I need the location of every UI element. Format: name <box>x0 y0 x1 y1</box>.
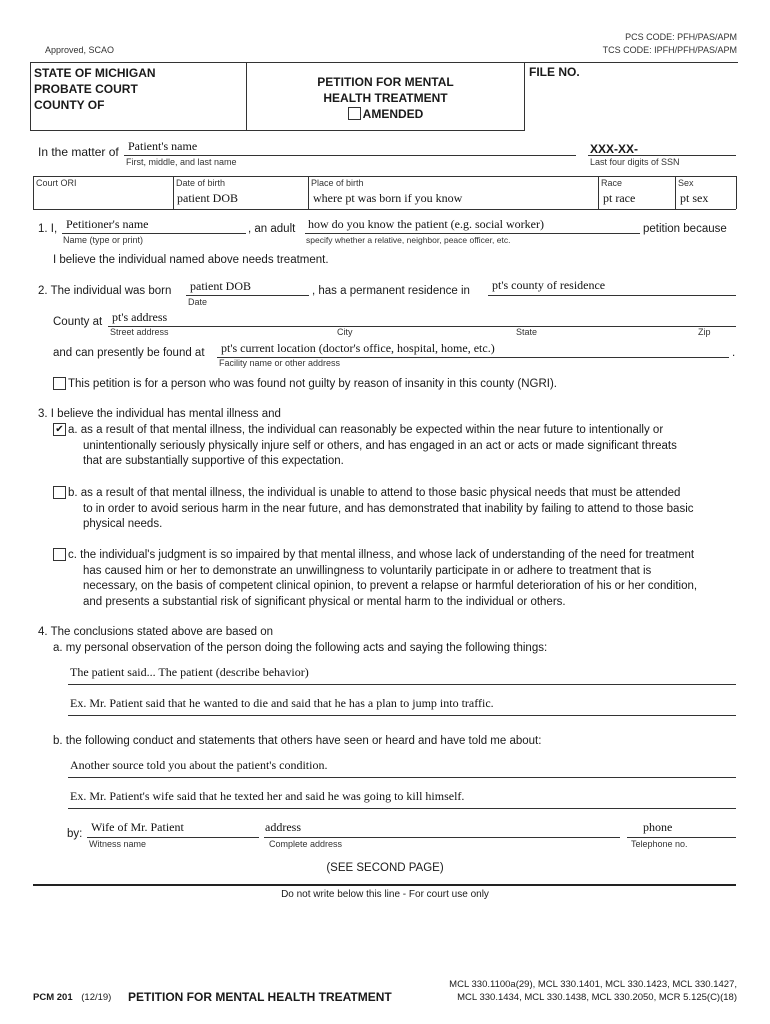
petitioner-line <box>62 233 246 234</box>
patient-name-value[interactable]: Patient's name <box>128 139 198 153</box>
item4b-line2-value[interactable]: Ex. Mr. Patient's wife said that he texted her and said he was going to kill himself. <box>70 789 465 803</box>
item4a-line2-value[interactable]: Ex. Mr. Patient said that he wanted to die and said that he has a plan to jump into traffic. <box>70 696 494 710</box>
complete-address-line <box>264 837 620 838</box>
city-caption: City <box>337 327 353 337</box>
ssn-line <box>588 155 736 156</box>
petition-because: petition because <box>643 223 727 235</box>
facility-caption: Facility name or other address <box>219 358 341 368</box>
amended-row <box>247 106 524 122</box>
item4b-text: b. the following conduct and statements that others have seen or heard and have told me about: <box>53 735 542 747</box>
item3c-text <box>68 548 697 610</box>
item3b-checkbox[interactable] <box>53 486 66 499</box>
item3a-line: unintentionally seriously physically injure self or others, and has engaged in an act or acts or made significant threats <box>83 439 677 452</box>
state-caption: State <box>516 327 538 337</box>
court-line: PROBATE COURT <box>34 82 138 96</box>
patient-name-line <box>124 155 576 156</box>
ssn-value[interactable]: XXX-XX- <box>590 142 639 156</box>
form-number: PCM 201 <box>33 992 73 1003</box>
item4a-line1-value[interactable]: The patient said... The patient (describe behavior) <box>70 665 309 679</box>
item4-intro: 4. The conclusions stated above are based on <box>38 626 274 638</box>
complete-address-value[interactable]: address <box>265 820 301 834</box>
born-value[interactable]: patient DOB <box>190 279 251 293</box>
ssn-caption: Last four digits of SSN <box>590 157 680 167</box>
pcs-code: PCS CODE: PFH/PAS/APM <box>625 32 737 42</box>
ngri-checkbox[interactable] <box>53 377 66 390</box>
citations <box>449 978 737 1004</box>
adult-label: , an adult <box>248 223 296 235</box>
item4b-line1-rule <box>68 777 736 778</box>
item4b-line2-rule <box>68 808 736 809</box>
item4b-line1-value[interactable]: Another source told you about the patient's condition. <box>70 758 328 772</box>
witness-value[interactable]: Wife of Mr. Patient <box>91 820 184 834</box>
residence-label: , has a permanent residence in <box>312 285 470 297</box>
item3b-line: to in order to avoid serious harm in the near future, and has demonstrated that inability by failing to attend to those basic <box>83 502 694 515</box>
item4a-text: a. my personal observation of the person doing the following acts and saying the following things: <box>53 642 548 654</box>
believe-text: I believe the individual named above needs treatment. <box>53 254 329 266</box>
item4a-line2-rule <box>68 715 736 716</box>
address-value[interactable]: pt's address <box>112 310 168 324</box>
pob-value[interactable]: where pt was born if you know <box>313 191 463 205</box>
grid-bottom <box>33 209 736 210</box>
grid-col-4 <box>675 176 676 209</box>
born-label: 2. The individual was born <box>38 285 172 297</box>
footer-title: PETITION FOR MENTAL HEALTH TREATMENT <box>128 990 392 1004</box>
item3a-text <box>68 423 677 470</box>
dob-value[interactable]: patient DOB <box>177 191 238 205</box>
item3b-line: b. as a result of that mental illness, the individual is unable to attend to those basic physical needs that must be attended <box>68 487 681 499</box>
grid-col-0 <box>33 176 34 209</box>
amended-checkbox[interactable] <box>348 107 361 120</box>
title-line: PETITION FOR MENTAL <box>317 75 454 89</box>
complete-address-caption: Complete address <box>269 839 343 849</box>
found-value[interactable]: pt's current location (doctor's office, hospital, home, etc.) <box>221 341 495 355</box>
form-date: (12/19) <box>81 992 112 1003</box>
court-line: STATE OF MICHIGAN <box>34 66 156 80</box>
petitioner-caption: Name (type or print) <box>63 235 144 245</box>
item3a-checkbox[interactable]: ✔ <box>53 423 66 436</box>
relation-caption: specify whether a relative, neighbor, peace officer, etc. <box>306 235 511 245</box>
form-title <box>247 74 524 122</box>
citations-line: MCL 330.1100a(29), MCL 330.1401, MCL 330.1423, MCL 330.1427, <box>449 979 737 990</box>
by-label: by: <box>67 828 83 840</box>
file-no-label: FILE NO. <box>529 65 580 79</box>
born-line <box>186 295 309 296</box>
witness-line <box>87 837 259 838</box>
header-top-rule <box>30 62 738 63</box>
matter-label: In the matter of <box>38 145 119 159</box>
item3c-line: c. the individual's judgment is so impaired by that mental illness, and whose lack of understanding of the need for treatment <box>68 549 695 561</box>
title-line: HEALTH TREATMENT <box>323 91 448 105</box>
court-block <box>34 65 156 113</box>
relation-line <box>305 233 640 234</box>
grid-col-2 <box>308 176 309 209</box>
item4a-line1-rule <box>68 684 736 685</box>
phone-caption: Telephone no. <box>631 839 688 849</box>
item3a-line: that are substantially supportive of this expectation. <box>83 455 344 467</box>
ngri-text: This petition is for a person who was found not guilty by reason of insanity in this county (NGRI). <box>68 378 557 390</box>
pob-label: Place of birth <box>311 178 364 188</box>
see-second-page: (SEE SECOND PAGE) <box>326 862 444 874</box>
item3b-text <box>68 486 694 533</box>
header-left-rule <box>30 62 31 130</box>
item3a-line: a. as a result of that mental illness, the individual can reasonably be expected within the near future to intentionally or <box>68 424 664 436</box>
header-bottom-rule <box>30 130 525 131</box>
item3c-line: necessary, on the basis of competent clinical opinion, to prevent a relapse or harmful deterioration of his or her condition, <box>83 580 698 592</box>
amended-label: AMENDED <box>362 107 424 121</box>
item3-intro: 3. I believe the individual has mental illness and <box>38 408 281 420</box>
residence-line <box>488 295 736 296</box>
patient-name-caption: First, middle, and last name <box>126 157 237 167</box>
item3b-line: physical needs. <box>83 518 163 530</box>
header-divider-2 <box>524 62 525 130</box>
residence-value[interactable]: pt's county of residence <box>492 278 606 292</box>
zip-caption: Zip <box>698 327 711 337</box>
court-use-text: Do not write below this line - For court use only <box>281 889 489 900</box>
date-caption: Date <box>188 297 208 307</box>
race-label: Race <box>601 178 623 188</box>
grid-col-1 <box>173 176 174 209</box>
dob-label: Date of birth <box>176 178 226 188</box>
tcs-code: TCS CODE: IPFH/PFH/PAS/APM <box>602 45 737 55</box>
grid-top <box>33 176 736 177</box>
found-period: . <box>732 347 736 359</box>
court-ori-label: Court ORI <box>36 178 77 188</box>
phone-line <box>627 837 736 838</box>
sex-value[interactable]: pt sex <box>680 191 709 205</box>
court-use-rule <box>33 884 736 886</box>
relation-value[interactable]: how do you know the patient (e.g. social worker) <box>308 217 544 231</box>
citations-line: MCL 330.1434, MCL 330.1438, MCL 330.2050, MCR 5.125(C)(18) <box>457 992 737 1003</box>
item3c-line: and presents a substantial risk of significant physical or mental harm to the individual or others. <box>83 595 566 608</box>
grid-col-5 <box>736 176 737 209</box>
phone-value[interactable]: phone <box>643 820 673 834</box>
address-line <box>108 326 736 327</box>
form-id <box>33 992 111 1003</box>
county-at-label: County at <box>53 316 103 328</box>
race-value[interactable]: pt race <box>603 191 636 205</box>
street-caption: Street address <box>110 327 169 337</box>
approved-text: Approved, SCAO <box>45 45 115 55</box>
found-label: and can presently be found at <box>53 347 205 359</box>
item1-num: 1. I, <box>38 223 58 235</box>
grid-col-3 <box>598 176 599 209</box>
sex-label: Sex <box>678 178 694 188</box>
item3c-line: has caused him or her to demonstrate an unwillingness to voluntarily participate in or adhere to treatment that is <box>83 564 652 577</box>
item3c-checkbox[interactable] <box>53 548 66 561</box>
witness-caption: Witness name <box>89 839 147 849</box>
petitioner-value[interactable]: Petitioner's name <box>66 217 149 231</box>
court-line: COUNTY OF <box>34 98 105 112</box>
